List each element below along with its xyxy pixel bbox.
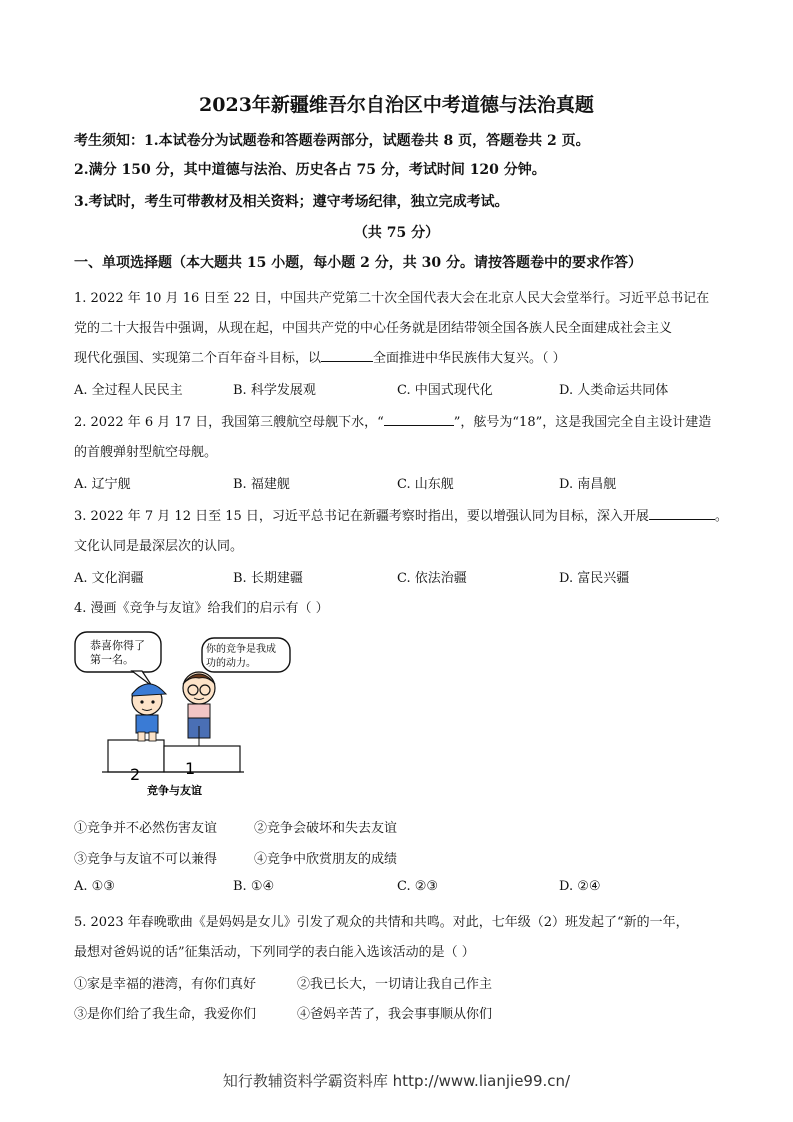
q3-option-c: C. 依法治疆 [397,571,467,586]
q2-blank [384,413,454,426]
rank-2-label: 2 [130,765,141,784]
q1-blank [321,349,373,362]
q4-option-b: B. ①④ [233,879,275,894]
q5-line-1: 5. 2023 年春晚歌曲《是妈妈是女儿》引发了观众的共情和共鸣。对此，七年级（2）班发起了“新的一年， [74,915,689,930]
score-total: （共 75 分） [353,225,440,241]
bubble-right-text-2: 功的动力。 [206,658,256,669]
q2-option-b: B. 福建舰 [233,477,290,492]
boy-with-glasses [183,672,215,746]
q2-line-1-text: 2. 2022 年 6 月 17 日，我国第三艘航空母舰下水，“ [74,415,384,430]
q1-option-b: B. 科学发展观 [233,383,316,398]
q4-line-1: 4. 漫画《竞争与友谊》给我们的启示有（ ） [74,601,329,616]
rank-1-label: 1 [185,759,196,778]
speech-bubble-left [75,632,161,672]
podium-first [164,746,240,772]
q4-option-d: D. ②④ [559,879,601,894]
q2-option-d: D. 南昌舰 [559,477,617,492]
page-title: 2023年新疆维吾尔自治区中考道德与法治真题 [199,94,594,116]
q1-option-d: D. 人类命运共同体 [559,383,669,398]
footer-watermark: 知行教辅资料学霸资料库 http://www.lianjie99.cn/ [222,1072,571,1090]
q1-line-3-tail: 全面推进中华民族伟大复兴。（ ） [373,351,566,366]
q3-line-1-text: 3. 2022 年 7 月 12 日至 15 日，习近平总书记在新疆考察时指出，要以增强认同为目标，深入开展 [74,509,649,524]
q2-line-1-tail: ”，舷号为“18”，这是我国完全自主设计建造 [453,415,712,430]
q4-statement-2: ②竞争会破坏和失去友谊 [254,821,398,836]
q4-option-c: C. ②③ [397,879,439,894]
q2-line-1 [74,411,711,430]
bubble-left-text-2: 第一名。 [90,653,134,666]
q3-line-2: 文化认同是最深层次的认同。 [74,539,244,554]
q5-statement-1: ①家是幸福的港湾，有你们真好 [74,977,257,992]
notice-line-3: 3.考试时，考生可带教材及相关资料；遵守考场纪律，独立完成考试。 [74,194,509,210]
q3-line-1 [74,505,728,524]
bubble-right-text-1: 你的竞争是我成 [206,644,276,655]
q3-line-1-tail: 。 [714,509,728,524]
q2-option-c: C. 山东舰 [397,477,454,492]
notice-line-1: 考生须知：1.本试卷分为试题卷和答题卷两部分，试题卷共 8 页，答题卷共 2 页。 [74,133,590,149]
q4-statement-4: ④竞争中欣赏朋友的成绩 [254,852,398,867]
q2-option-a: A. 辽宁舰 [74,477,131,492]
q4-statement-1: ①竞争并不必然伤害友谊 [74,821,218,836]
q3-option-b: B. 长期建疆 [233,571,303,586]
q4-option-a: A. ①③ [74,879,115,894]
q5-statement-2: ②我已长大，一切请让我自己作主 [297,977,493,992]
q4-statement-3: ③竞争与友谊不可以兼得 [74,852,218,867]
q1-line-3-text: 现代化强国、实现第二个百年奋斗目标，以 [74,351,322,366]
q3-option-a: A. 文化润疆 [74,571,144,586]
q3-option-d: D. 富民兴疆 [559,571,630,586]
q1-option-a: A. 全过程人民民主 [74,383,183,398]
bubble-left-text-1: 恭喜你得了 [90,639,145,652]
q5-statement-4: ④爸妈辛苦了，我会事事顺从你们 [297,1007,493,1022]
boy-with-cap [132,684,166,741]
section-heading: 一、单项选择题（本大题共 15 小题，每小题 2 分，共 30 分。请按答题卷中的要求作答） [74,255,642,271]
notice-line-2: 2.满分 150 分，其中道德与法治、历史各占 75 分，考试时间 120 分钟。 [74,162,546,178]
q2-line-2: 的首艘弹射型航空母舰。 [74,445,218,460]
cartoon-competition-friendship [72,628,276,798]
cartoon-caption: 竞争与友谊 [147,784,202,797]
q3-blank [649,507,715,520]
q5-statement-3: ③是你们给了我生命，我爱你们 [74,1007,257,1022]
q5-line-2: 最想对爸妈说的话”征集活动，下列同学的表白能入选该活动的是（ ） [74,945,475,960]
q1-line-3 [74,347,566,366]
q1-option-c: C. 中国式现代化 [397,383,493,398]
q1-line-1: 1. 2022 年 10 月 16 日至 22 日，中国共产党第二十次全国代表大会在北京人民大会堂举行。习近平总书记在 [74,291,710,306]
q1-line-2: 党的二十大报告中强调，从现在起，中国共产党的中心任务就是团结带领全国各族人民全面建成社会主义 [74,321,673,336]
